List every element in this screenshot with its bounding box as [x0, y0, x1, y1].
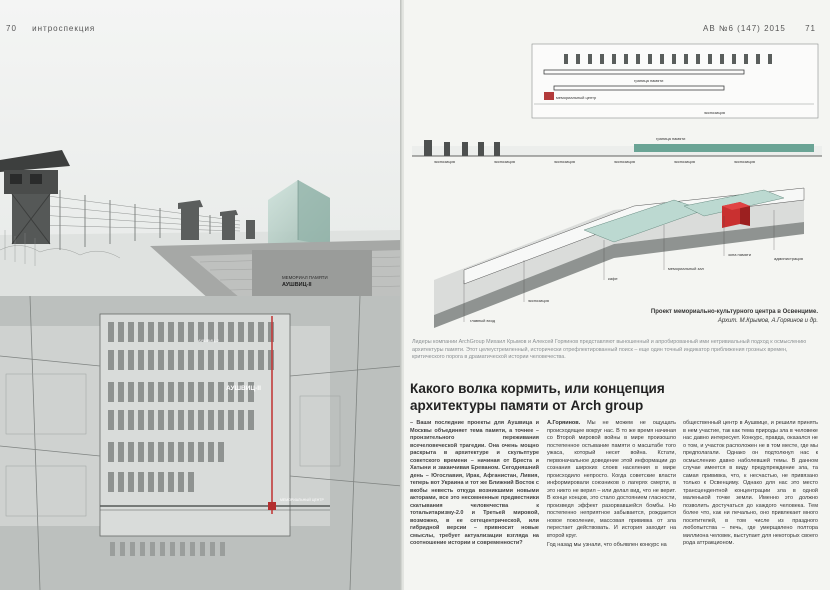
- project-caption-line-2: Архит. М.Крымов, А.Горяинов и др.: [717, 318, 818, 324]
- folio-left: [6, 24, 95, 33]
- plan-label-1: граница памяти: [634, 78, 664, 83]
- section-label-1: экспозиция: [494, 159, 515, 164]
- section-label-5: экспозиция: [734, 159, 755, 164]
- section-label-2: экспозиция: [554, 159, 575, 164]
- page-number-left: 70: [6, 24, 17, 33]
- answer-text-continued: общественный центр в Аушвице, и решили принять в нем участие, так как тема природы зла в человеке нас давно интересует. Конкурс, правда, оказался не о том, и участок расположен не в том месте, где мы предполагали. Однако он подтолкнул нас к осмыслению давно наболевшей темы. В данном случае имеется в виду предупреждение зла, та самая прививка, что, к несчастью, не привязано только к Освенциму. Однако для нас это место трансцендентной концентрации зла в одной маленькой точке земли. Именно это должно позволить достучаться до каждого человека. Тем более что, как ни печально, оно привлекает много посетителей, в том числе из праздного любопытства – печь, где умерщвлено полтора миллиона человек, выступает для некоторых своего рода аттракционом.: [683, 420, 818, 546]
- question-text: – Ваши последние проекты для Аушвица и Москвы объединяет тема памяти, а точнее – пронзительного переживания всечеловеческой трагедии. Она очень мощно раскрыта в архитектуре и скульптуре советского времени – начиная от Бреста и Хатыни и заканчивая Ереваном. Сегодняшний день – Югославия, Ирак, Афганистан, Ливия, теперь вот Украина и тот же Ближний Восток с вкобы невесть откуда возникшими новыми акторами, все это несомненные предвестники скатывания человечества к тотальитаризму-2.0 и Третьей мировой, возможно, в ее сетецентрической, или гибридной версии – привносит новые смыслы, требует актуализации взгляда на соотношение истории и современности?: [410, 420, 539, 546]
- axon-label-5: администрация: [774, 256, 803, 261]
- camp-site-plan: [0, 296, 402, 590]
- plan-label-small: АУШВИЦ-2: [198, 338, 219, 343]
- section-label-0: экспозиция: [434, 159, 455, 164]
- plan-label-2: экспозиция: [704, 110, 725, 115]
- right-page: [404, 0, 830, 590]
- hero-rendering: [0, 0, 402, 300]
- issue-label: АВ №6 (147) 2015: [703, 24, 786, 33]
- project-caption: [651, 308, 818, 326]
- answer-text-end: Год назад мы узнали, что объявлен конкурс на: [547, 542, 667, 548]
- column-2: [547, 420, 676, 552]
- section-label-4: экспозиция: [674, 159, 695, 164]
- sign-line-1: МЕМОРИАЛ ПАМЯТИ: [282, 275, 328, 280]
- plan-marker-label: МЕМОРИАЛЬНЫЙ ЦЕНТР: [280, 498, 324, 502]
- answer-author: А.Горяинов.: [547, 420, 581, 426]
- article-headline: Какого волка кормить, или концепция архитектуры памяти от Arch group: [410, 381, 665, 413]
- left-page: [0, 0, 402, 590]
- intro-text: Лидеры компании ArchGroup Михаил Крымов и Алексей Горяинов представляют выношенный и апробированный ими нетривиальный подход к осмыслению архитектуры памяти. Этот целеустремленный, исторически отрефлектированный поиск – еще один точный индикатор приближения грозных времен, критического порога в драматической истории человечества.: [412, 339, 807, 361]
- axon-label-3: мемориальный зал: [668, 266, 704, 271]
- section-name: интроспекция: [32, 24, 96, 33]
- answer-text: Мы не можем не ощущать происходящее вокруг нас. В то же время начиная со Второй мировой войны в мире произошло постепенное остывание памяти о масштабе того ужаса, который несет война. Кстати, первоначальное доведение этой информации до сознания широких слоев населения в мире происходило непросто. Когда советские власти информировали союзников о лагерях смерти, в это никто не верил – или делал вид, что не верит. В конце концов, это стало достоянием гласности, произведя эффект разорвавшейся бомбы. Но постепенно неприятное забывается, рождается новое поколение, массовая прививка от зла перестает действовать. И история заходит на второй круг.: [547, 420, 676, 539]
- project-drawings: [404, 30, 830, 330]
- axon-label-4: зона памяти: [728, 252, 751, 257]
- red-volume: [722, 202, 750, 228]
- plan-label-camp: АУШВИЦ-II: [226, 385, 261, 392]
- axon-label-0: главный вход: [470, 318, 496, 323]
- column-1: [410, 420, 539, 550]
- sign-line-2: АУШВИЦ-II: [282, 282, 312, 288]
- longitudinal-section: [412, 136, 822, 164]
- axon-label-1: экспозиция: [528, 298, 549, 303]
- column-3: [683, 420, 818, 550]
- memorial-marker: [268, 502, 276, 510]
- page-number-right: 71: [805, 24, 816, 33]
- project-caption-line-1: Проект мемориально-культурного центра в Освенциме.: [650, 309, 818, 315]
- plan-label-0: мемориальный центр: [556, 95, 597, 100]
- section-highlight-label: граница памяти: [656, 136, 686, 141]
- site-plan-drawing: [532, 44, 818, 118]
- axon-label-2: кафе: [608, 276, 618, 281]
- section-label-3: экспозиция: [614, 159, 635, 164]
- axonometric-drawing: [434, 188, 804, 328]
